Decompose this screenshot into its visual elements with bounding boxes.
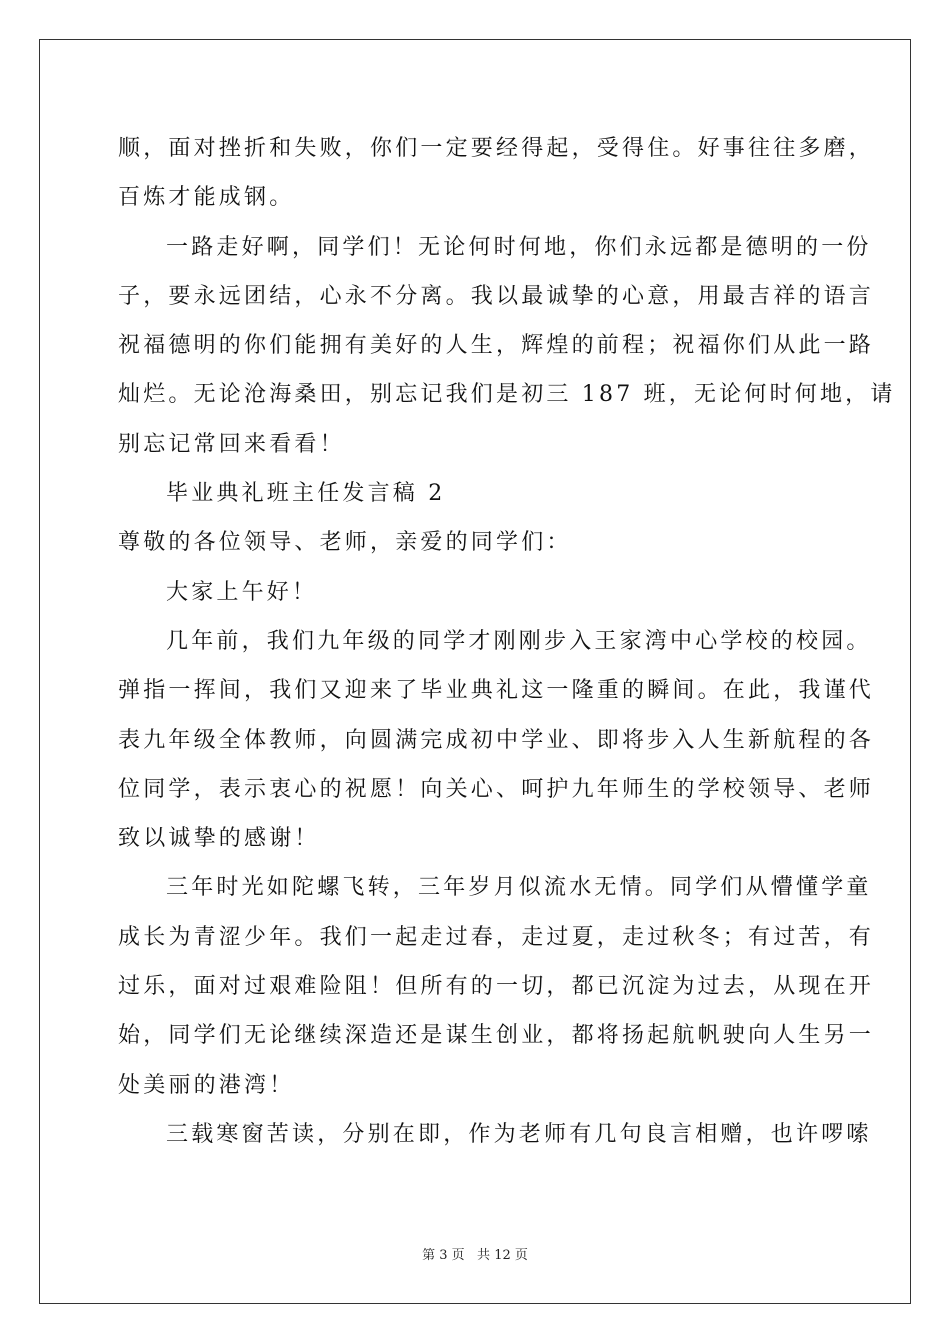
text-line: 位同学，表示衷心的祝愿！向关心、呵护九年师生的学校领导、老师 [118, 776, 875, 802]
text-line: 百炼才能成钢。 [118, 185, 295, 211]
text-line: 毕业典礼班主任发言稿 2 [166, 481, 446, 507]
text-line: 大家上午好！ [166, 579, 318, 605]
text-line: 致以诚挚的感谢！ [118, 826, 320, 852]
text-line: 灿烂。无论沧海桑田，别忘记我们是初三 187 班，无论何时何地，请 [118, 382, 896, 408]
text-line: 顺，面对挫折和失败，你们一定要经得起，受得住。好事往往多磨， [118, 136, 875, 161]
text-line: 弹指一挥间，我们又迎来了毕业典礼这一隆重的瞬间。在此，我谨代 [118, 678, 875, 704]
text-line: 尊敬的各位领导、老师，亲爱的同学们： [118, 530, 572, 556]
text-line: 处美丽的港湾！ [118, 1072, 295, 1098]
text-line: 成长为青涩少年。我们一起走过春，走过夏，走过秋冬；有过苦，有 [118, 924, 875, 950]
text-line: 始，同学们无论继续深造还是谋生创业，都将扬起航帆驶向人生另一 [118, 1023, 875, 1049]
text-line: 三年时光如陀螺飞转，三年岁月似流水无情。同学们从懵懂学童 [166, 875, 872, 901]
text-line: 几年前，我们九年级的同学才刚刚步入王家湾中心学校的校园。 [166, 628, 872, 654]
text-line: 三载寒窗苦读，分别在即，作为老师有几句良言相赠，也许啰嗦 [166, 1121, 872, 1147]
text-line: 祝福德明的你们能拥有美好的人生，辉煌的前程；祝福你们从此一路 [118, 333, 875, 359]
document-body [118, 124, 896, 1159]
text-line: 别忘记常回来看看！ [118, 431, 345, 457]
page-footer: 第 3 页 共 12 页 [422, 1248, 528, 1263]
text-line: 表九年级全体教师，向圆满完成初中学业、即将步入人生新航程的各 [118, 727, 875, 753]
text-line: 一路走好啊，同学们！无论何时何地，你们永远都是德明的一份 [166, 234, 872, 260]
text-line: 子，要永远团结，心永不分离。我以最诚挚的心意，用最吉祥的语言 [118, 283, 875, 309]
text-line: 过乐，面对过艰难险阻！但所有的一切，都已沉淀为过去，从现在开 [118, 974, 875, 1000]
